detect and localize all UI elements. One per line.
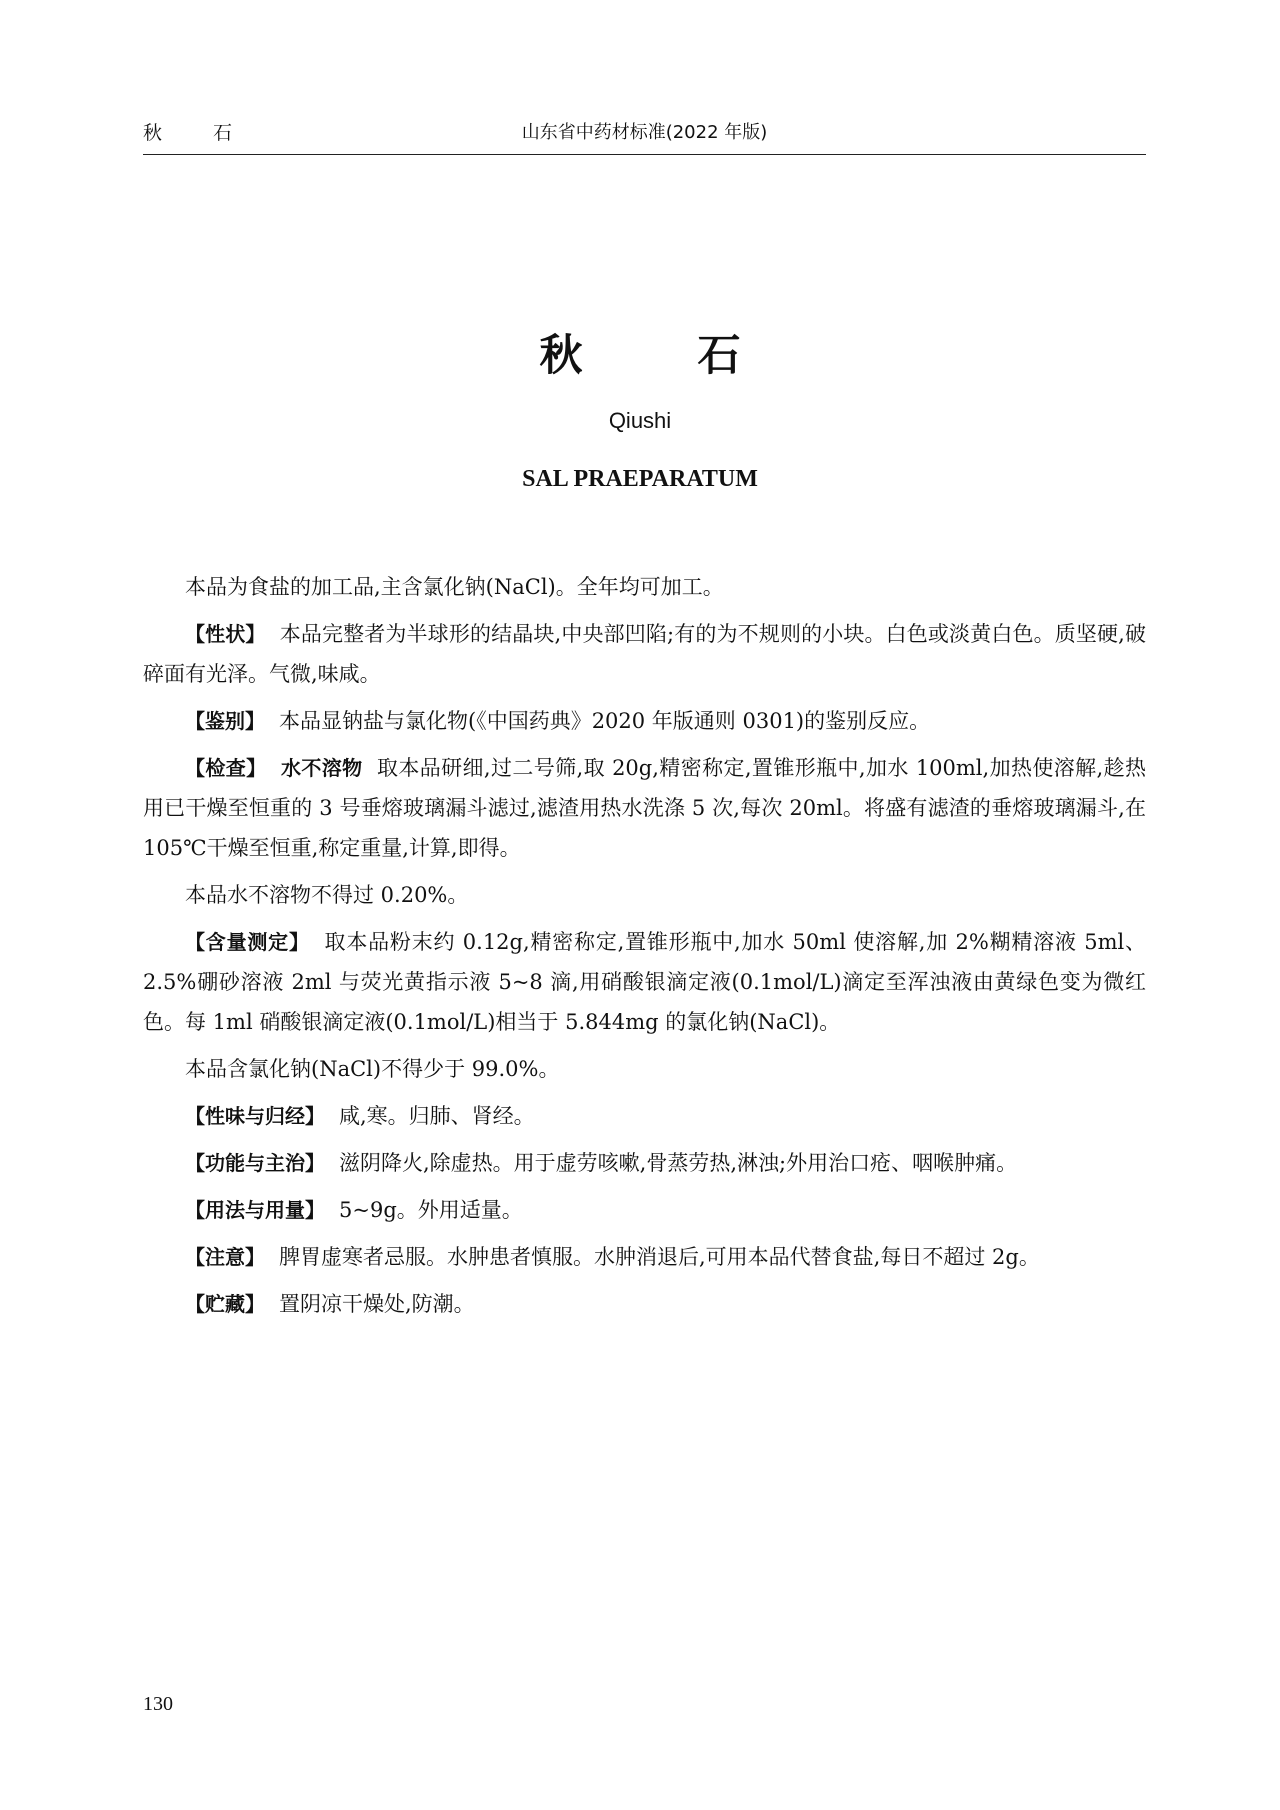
section-text-jianbie: 本品显钠盐与氯化物(《中国药典》2020 年版通则 0301)的鉴别反应。	[279, 709, 931, 733]
section-label-jiancha: 【检查】	[185, 756, 267, 780]
section-label-xingwei: 【性味与归经】	[185, 1104, 325, 1128]
section-label-zhuyi: 【注意】	[185, 1245, 265, 1269]
section-label-hanliang: 【含量测定】	[185, 930, 310, 954]
section-label-xingzhuang: 【性状】	[185, 622, 266, 646]
section-label-jianbie: 【鉴别】	[185, 709, 265, 733]
section-zhucang	[143, 1284, 1146, 1324]
page-title: 秋 石	[539, 331, 777, 381]
section-text-gongneng: 滋阴降火,除虚热。用于虚劳咳嗽,骨蒸劳热,淋浊;外用治口疮、咽喉肿痛。	[339, 1151, 1018, 1175]
page-number: 130	[143, 1693, 173, 1715]
section-label-yongfa: 【用法与用量】	[185, 1198, 325, 1222]
section-sublabel-jiancha: 水不溶物	[280, 756, 363, 780]
section-limit-jiancha: 本品水不溶物不得过 0.20%。	[185, 883, 469, 907]
intro-paragraph: 本品为食盐的加工品,主含氯化钠(NaCl)。全年均可加工。	[185, 575, 724, 599]
section-text-hanliang: 取本品粉末约 0.12g,精密称定,置锥形瓶中,加水 50ml 使溶解,加 2%糊精溶液 5ml、2.5%硼砂溶液 2ml 与荧光黄指示液 5~8 滴,用硝酸银滴定液(0.1mol/L)滴定至浑浊液由黄绿色变为微红色。每 1ml 硝酸银滴定液(0.1mol/L)相当于 5.844mg 的氯化钠(NaCl)。	[143, 930, 1147, 1034]
section-jiancha	[143, 748, 1146, 868]
section-zhuyi	[143, 1237, 1146, 1277]
section-text-jiancha: 取本品研细,过二号筛,取 20g,精密称定,置锥形瓶中,加水 100ml,加热使溶解,趁热用已干燥至恒重的 3 号垂熔玻璃漏斗滤过,滤渣用热水洗涤 5 次,每次 20ml。将盛有滤渣的垂熔玻璃漏斗,在 105℃干燥至恒重,称定重量,计算,即得。	[143, 756, 1147, 860]
pinyin-name: Qiushi	[608, 408, 672, 433]
section-yongfa	[143, 1190, 1146, 1230]
latin-name: SAL PRAEPARATUM	[522, 466, 758, 492]
monograph-body	[143, 567, 1146, 1331]
section-xingwei	[143, 1096, 1146, 1136]
section-text-yongfa: 5~9g。外用适量。	[339, 1198, 523, 1222]
section-xingzhuang	[143, 614, 1146, 694]
section-gongneng	[143, 1143, 1146, 1183]
section-text-zhucang: 置阴凉干燥处,防潮。	[279, 1292, 475, 1316]
header-book-title: 山东省中药材标准(2022 年版)	[521, 122, 768, 143]
section-label-zhucang: 【贮藏】	[185, 1292, 265, 1316]
section-jianbie	[143, 701, 1146, 741]
section-limit-hanliang: 本品含氯化钠(NaCl)不得少于 99.0%。	[185, 1057, 560, 1081]
section-text-xingwei: 咸,寒。归肺、肾经。	[339, 1104, 535, 1128]
header-entry-name: 秋 石	[143, 122, 249, 144]
running-header	[143, 114, 1146, 155]
section-text-zhuyi: 脾胃虚寒者忌服。水肿患者慎服。水肿消退后,可用本品代替食盐,每日不超过 2g。	[279, 1245, 1040, 1269]
section-label-gongneng: 【功能与主治】	[185, 1151, 325, 1175]
section-hanliang	[143, 922, 1146, 1042]
section-text-xingzhuang: 本品完整者为半球形的结晶块,中央部凹陷;有的为不规则的小块。白色或淡黄白色。质坚硬,破碎面有光泽。气微,味咸。	[143, 622, 1146, 686]
